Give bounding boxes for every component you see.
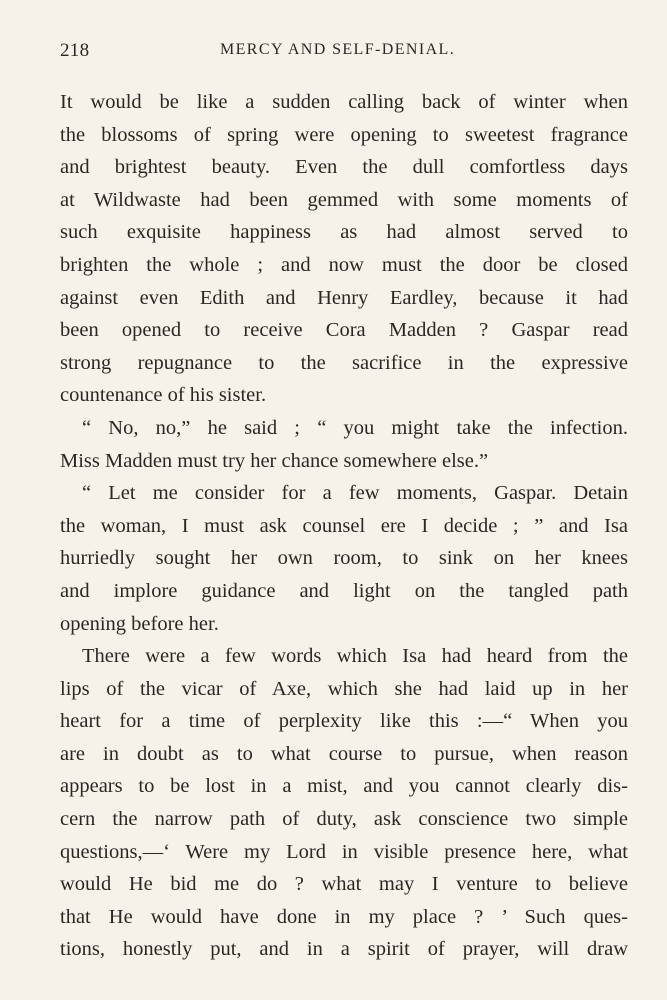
text-line: “ No, no,” he said ; “ you might take the infection. [82, 416, 628, 439]
text-line: such exquisite happiness as had almost served to [60, 221, 628, 244]
page-number: 218 [60, 40, 90, 61]
text-line: are in doubt as to what course to pursue, when reason [60, 742, 628, 765]
page-header [60, 36, 630, 66]
text-line: tions, honestly put, and in a spirit of prayer, will draw [60, 938, 628, 961]
text-line: at Wildwaste had been gemmed with some moments of [60, 188, 628, 211]
text-line: appears to be lost in a mist, and you cannot clearly dis- [60, 775, 628, 798]
text-line: the woman, I must ask counsel ere I decide ; ” and Isa [60, 514, 628, 537]
text-line: and implore guidance and light on the tangled path [60, 579, 628, 602]
text-line: questions,—‘ Were my Lord in visible presence here, what [60, 840, 628, 863]
text-line: and brightest beauty. Even the dull comfortless days [60, 156, 628, 179]
text-line: brighten the whole ; and now must the door be closed [60, 253, 628, 276]
text-line: cern the narrow path of duty, ask conscience two simple [60, 808, 628, 831]
text-line: against even Edith and Henry Eardley, because it had [60, 286, 628, 309]
text-line: that He would have done in my place ? ’ Such ques- [60, 905, 628, 928]
text-line: There were a few words which Isa had heard from the [82, 645, 628, 668]
text-line: heart for a time of perplexity like this :—“ When you [60, 710, 628, 733]
text-line: strong repugnance to the sacrifice in the expressive [60, 351, 628, 374]
text-line: Miss Madden must try her chance somewhere else.” [60, 449, 489, 472]
text-line: been opened to receive Cora Madden ? Gaspar read [60, 319, 628, 342]
text-line: the blossoms of spring were opening to sweetest fragrance [60, 123, 628, 146]
text-line: It would be like a sudden calling back of winter when [60, 91, 628, 113]
running-head: MERCY AND SELF-DENIAL. [220, 41, 456, 58]
body-text [60, 86, 628, 966]
text-line: “ Let me consider for a few moments, Gaspar. Detain [82, 482, 628, 505]
text-line: opening before her. [60, 612, 219, 635]
text-line: would He bid me do ? what may I venture to believe [60, 873, 628, 896]
text-line: hurriedly sought her own room, to sink on her knees [60, 547, 628, 570]
text-line: lips of the vicar of Axe, which she had laid up in her [60, 677, 628, 700]
text-line: countenance of his sister. [60, 384, 267, 407]
